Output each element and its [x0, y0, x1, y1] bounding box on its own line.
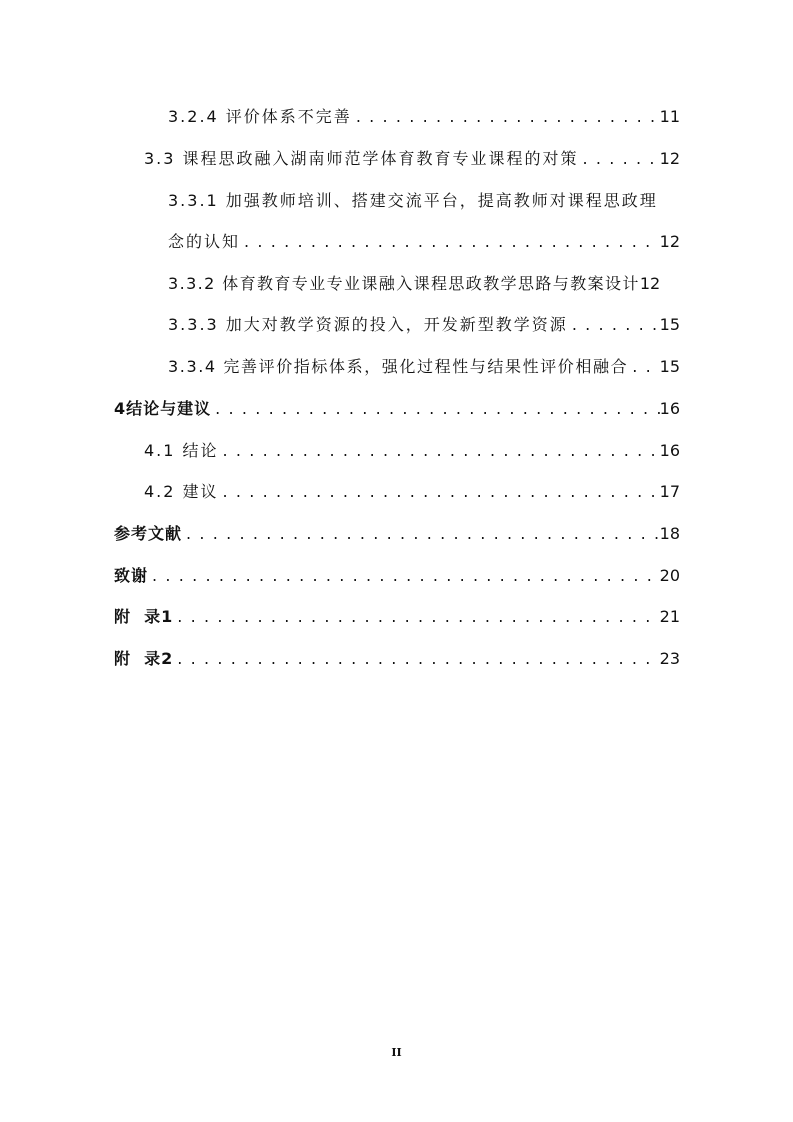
toc-entry[interactable]	[114, 606, 680, 628]
toc-leader-dots	[579, 148, 660, 170]
toc-entry[interactable]	[144, 481, 680, 503]
toc-entry[interactable]	[168, 273, 692, 295]
toc-entry-page: 15	[659, 357, 680, 376]
toc-leader-dots	[628, 356, 659, 378]
toc-entry[interactable]	[114, 648, 680, 670]
toc-entry-title-continued: 念的认知	[168, 232, 241, 251]
toc-entry-page: 12	[659, 232, 680, 251]
toc-entry-title: 3.2.4 评价体系不完善	[168, 107, 352, 126]
toc-entry-page: 16	[659, 399, 680, 418]
toc-leader-dots	[182, 523, 660, 545]
toc-leader-dots	[219, 481, 660, 503]
toc-entry[interactable]	[114, 398, 680, 420]
toc-entry-title: 3.3.4 完善评价指标体系，强化过程性与结果性评价相融合	[168, 357, 629, 376]
toc-entry[interactable]	[144, 148, 680, 170]
toc-entry-title: 4结论与建议	[114, 399, 212, 418]
toc-entry-title: 参考文献	[114, 524, 183, 543]
toc-entry-title: 附 录1	[114, 607, 174, 626]
toc-entry-title: 3.3.2 体育教育专业专业课融入课程思政教学思路与教案设计	[168, 274, 640, 293]
toc-entry[interactable]	[168, 356, 680, 378]
toc-entry[interactable]	[168, 106, 680, 128]
toc-leader-dots	[173, 606, 659, 628]
toc-entry-title: 3.3 课程思政融入湖南师范学体育教育专业课程的对策	[144, 149, 579, 168]
toc-entry-title: 附 录2	[114, 649, 174, 668]
toc-leader-dots	[173, 648, 659, 670]
toc-entry-title[interactable]: 3.3.1 加强教师培训、搭建交流平台，提高教师对课程思政理	[168, 191, 658, 210]
toc-leader-dots	[219, 440, 660, 462]
toc-entry-page: 20	[659, 566, 680, 585]
toc-leader-dots	[240, 231, 660, 253]
toc-entry-page: 21	[659, 607, 680, 626]
toc-entry-title: 4.2 建议	[144, 482, 219, 501]
toc-entry[interactable]	[144, 440, 680, 462]
toc-entry-page: 18	[659, 524, 680, 543]
toc-entry[interactable]	[114, 523, 680, 545]
toc-entry-page: 12	[639, 274, 661, 293]
toc-entry-page: 12	[659, 149, 680, 168]
toc-entry-page: 16	[659, 441, 680, 460]
toc-leader-dots	[568, 314, 660, 336]
toc-leader-dots	[211, 398, 660, 420]
toc-entry[interactable]	[168, 231, 680, 253]
toc-leader-dots	[148, 565, 660, 587]
toc-entry-page: 23	[659, 649, 680, 668]
toc-entry-page: 11	[659, 107, 680, 126]
toc-leader-dots	[352, 106, 660, 128]
toc-entry-title: 3.3.3 加大对教学资源的投入，开发新型教学资源	[168, 315, 568, 334]
page-number: II	[391, 1046, 402, 1059]
toc-entry-page: 17	[659, 482, 680, 501]
toc-entry-page: 15	[659, 315, 680, 334]
toc-entry[interactable]	[168, 314, 680, 336]
toc-entry[interactable]	[114, 565, 680, 587]
toc-entry-title: 致谢	[114, 566, 149, 585]
toc-entry-title: 4.1 结论	[144, 441, 219, 460]
